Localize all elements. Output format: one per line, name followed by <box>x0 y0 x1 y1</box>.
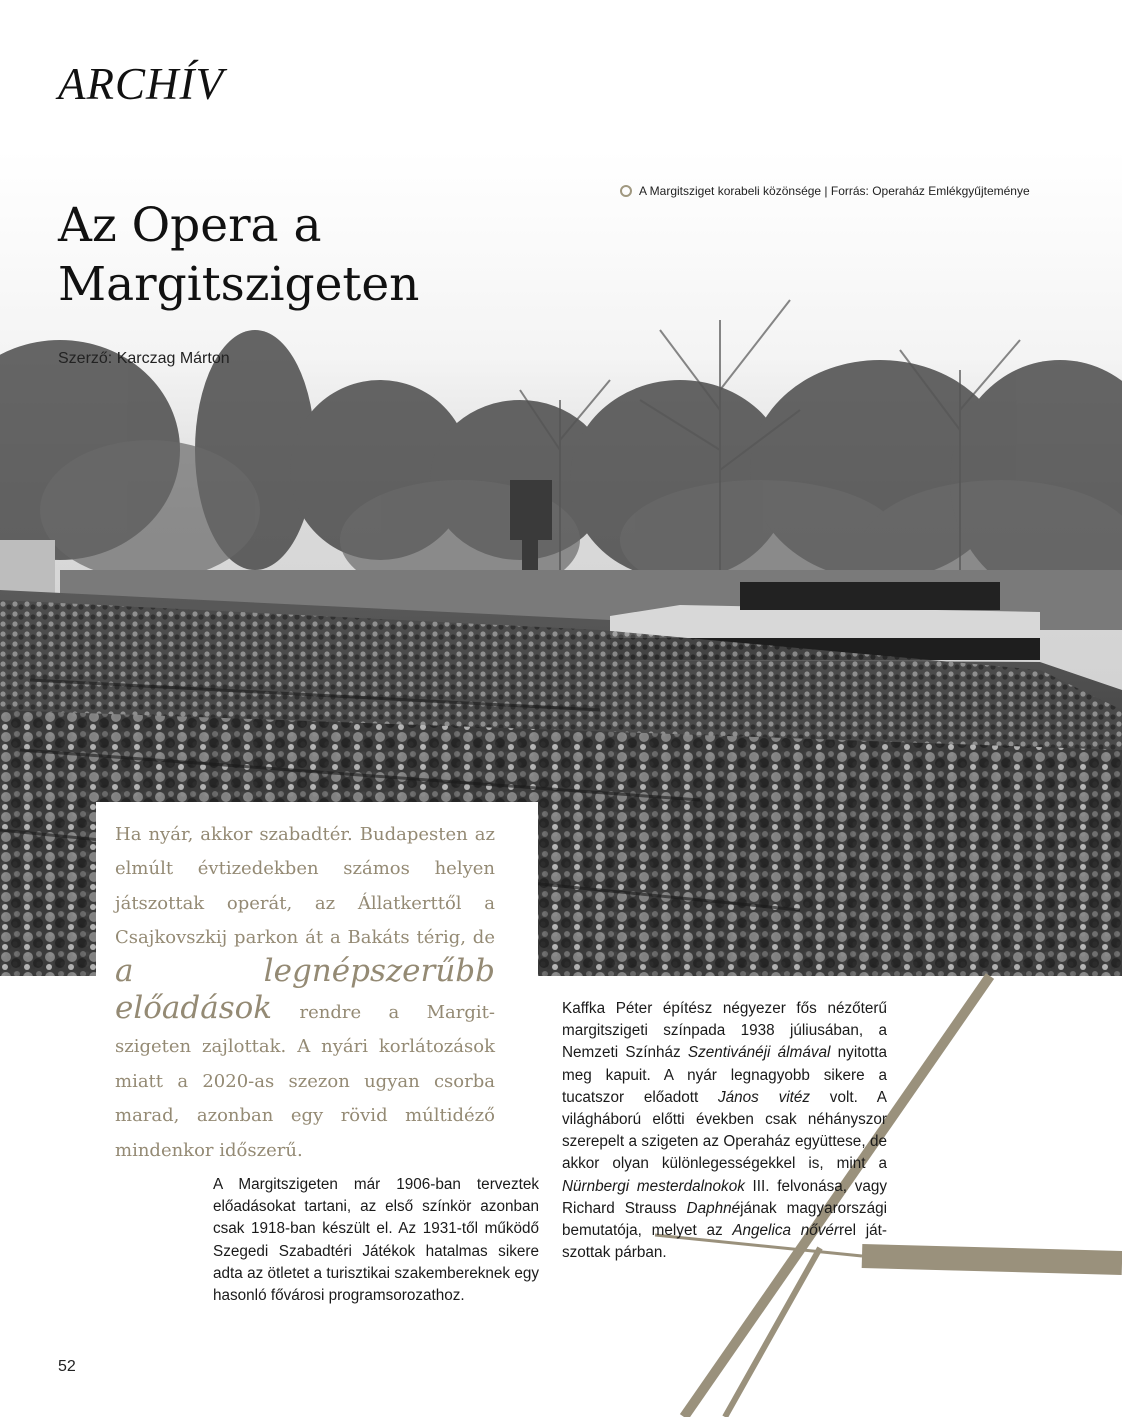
body-text: jának magyarországi bemutatója, melyet az <box>562 1199 887 1240</box>
body-text: rel játszottak párban. <box>562 1222 887 1262</box>
body-text: volt. A világháború előtti években csak néhányszor szerepelt a szigeten az Operaház együttese, de akkor olyan különlegességekkel is, mint a <box>562 1088 887 1173</box>
title-line-1: Az Opera a <box>58 198 322 253</box>
lead-paragraph <box>115 818 495 1168</box>
caption-text: A Margitsziget korabeli közönsége | Forrás: Operaház Emlékgyűjteménye <box>639 184 1030 198</box>
lead-text-1: Ha nyár, akkor szabadtér. Budapesten az elmúlt évtizedekben számos helyen játszottak operát, az Állatkerttől a Csajkovszkij parkon át a Bakáts térig, de <box>115 824 495 949</box>
page-number: 52 <box>58 1358 76 1375</box>
title-line-2: Margitszigeten <box>58 257 420 312</box>
body-text: nyitotta meg kapuit. A nyár legnagyobb sikere a tucatszor előadott <box>562 1044 887 1106</box>
body-text: III. felvonása, vagy Richard Strauss <box>562 1177 888 1217</box>
body-text: Kaffka Péter építész négyezer fős nézőterű margitszigeti színpada 1938 júliusában, a Nemzeti Színház <box>562 1000 887 1062</box>
author-byline: Szerző: Karczag Márton <box>58 350 230 367</box>
body-column-right <box>562 998 887 1264</box>
body-column-left: A Margitszigeten már 1906-ban terveztek előadásokat tartani, az első színkör azonban csak 1918-ban készült el. Az 1931-től működő Szegedi Szabadtéri Játékok hatalmas sikere adta az ötletet a turisztikai szakembereknek egy hasonló fővárosi programsorozathoz. <box>213 1176 539 1305</box>
section-label: ARCHÍV <box>58 59 224 109</box>
photo-caption <box>620 184 1030 198</box>
italic-title: Szentivánéji álmával <box>687 1044 831 1062</box>
lead-highlight: a legnépszerűbb előadások <box>115 952 495 1027</box>
italic-title: Nürnbergi mesterdalnokok <box>562 1177 745 1195</box>
italic-title: János vitéz <box>718 1088 811 1106</box>
caption-circle-icon <box>620 185 632 197</box>
lead-text-2: rendre a Margitszigeten zajlottak. A nyári korlátozások miatt a 2020-as szezon ugyan csorba marad, azonban egy rövid múltidéző mindenkor időszerű. <box>115 1002 495 1161</box>
article-title <box>58 196 618 314</box>
italic-title: Angelica nővér <box>732 1222 839 1240</box>
italic-title: Daphné <box>686 1199 741 1217</box>
